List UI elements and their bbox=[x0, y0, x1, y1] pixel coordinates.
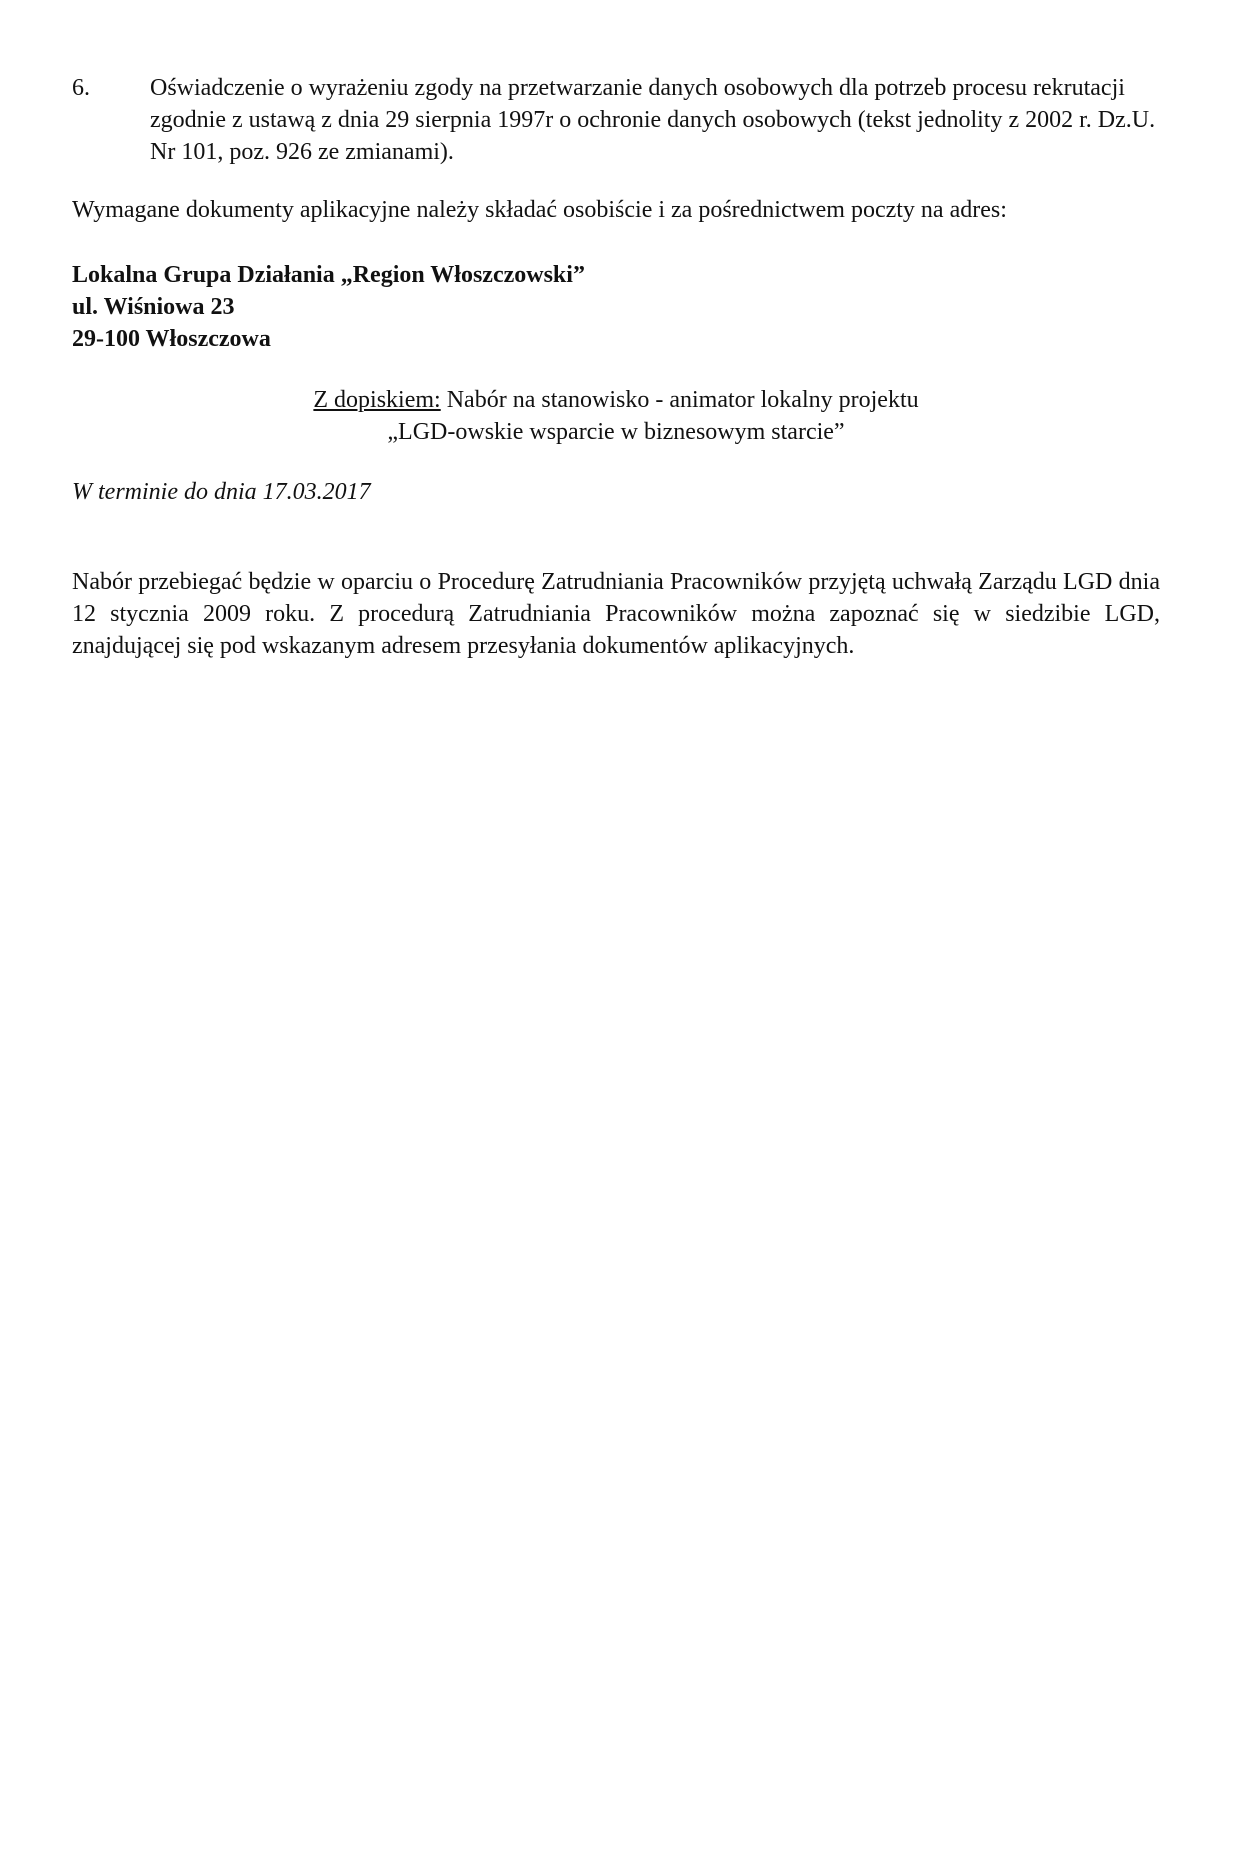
address-city: 29-100 Włoszczowa bbox=[72, 326, 271, 352]
address-name: Lokalna Grupa Działania „Region Włoszczowski” bbox=[72, 262, 585, 288]
deadline: W terminie do dnia 17.03.2017 bbox=[72, 479, 371, 505]
address-block bbox=[72, 259, 1160, 355]
list-text: Oświadczenie o wyrażeniu zgody na przetwarzanie danych osobowych dla potrzeb procesu rekrutacji zgodnie z ustawą z dnia 29 sierpnia 1997r o ochronie danych osobowych (tekst jednolity z 2002 r. Dz.U. Nr 101, poz. 926 ze zmianami). bbox=[150, 75, 1156, 165]
submission-intro: Wymagane dokumenty aplikacyjne należy składać osobiście i za pośrednictwem poczty na adres: bbox=[72, 197, 1007, 223]
note-text: Nabór na stanowisko - animator lokalny projektu bbox=[440, 387, 919, 413]
note-block bbox=[72, 384, 1160, 448]
list-item-6 bbox=[72, 72, 1160, 168]
address-street: ul. Wiśniowa 23 bbox=[72, 294, 235, 320]
note-label: Z dopiskiem: bbox=[313, 387, 441, 413]
list-number: 6. bbox=[72, 75, 90, 101]
note-line-2: „LGD-owskie wsparcie w biznesowym starcie” bbox=[387, 419, 845, 445]
note-line-1 bbox=[72, 384, 1160, 416]
procedure-paragraph: Nabór przebiegać będzie w oparciu o Procedurę Zatrudniania Pracowników przyjętą uchwałą Zarządu LGD dnia 12 stycznia 2009 roku. Z procedurą Zatrudniania Pracowników można zapoznać się w siedzibie LGD, znajdującej się pod wskazanym adresem przesyłania dokumentów aplikacyjnych. bbox=[72, 569, 1160, 659]
